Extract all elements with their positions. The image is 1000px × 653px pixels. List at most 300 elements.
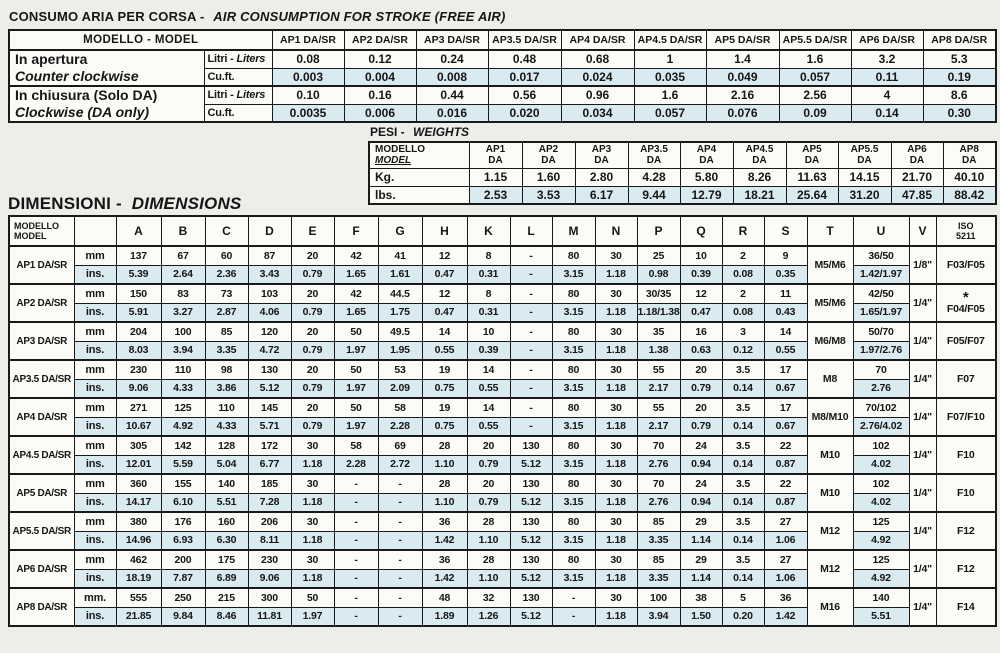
text-row: ISO: [957, 221, 974, 231]
dimensions-title-italian: DIMENSIONI -: [8, 194, 122, 213]
text-row: AP4.5: [745, 144, 774, 156]
dims-value-cell: 25: [637, 246, 680, 265]
text-row: AP5.5: [850, 144, 879, 156]
dims-unit-cell: ins.: [74, 379, 116, 398]
dims-iso-cell: [936, 588, 996, 626]
dims-value-cell: 8: [467, 284, 510, 303]
dims-value-cell: 130: [510, 436, 552, 455]
dims-v-cell: 1/4": [909, 588, 936, 626]
dims-value-cell: 0.79: [680, 417, 722, 436]
dims-unit-cell: ins.: [74, 265, 116, 284]
dims-header-letter: F: [334, 216, 378, 246]
dims-model-cell: AP4 DA/SR: [9, 398, 74, 436]
air-value-cell: 4: [851, 86, 923, 104]
dims-value-cell: 1.18: [595, 531, 637, 550]
dims-value-cell: 80: [552, 322, 595, 341]
air-unit-label: Cu.ft.: [204, 104, 272, 122]
air-unit-label: Litri - Liters: [204, 86, 272, 104]
dims-value-cell: 1.18: [595, 379, 637, 398]
dims-v-cell: 1/4": [909, 550, 936, 588]
dims-value-cell: 230: [248, 550, 291, 569]
weights-section: [368, 125, 997, 205]
dims-value-cell: 130: [510, 474, 552, 493]
dims-u-mm-cell: 125: [853, 550, 909, 569]
dims-value-cell: 185: [248, 474, 291, 493]
dims-value-cell: 44.5: [378, 284, 422, 303]
dims-value-cell: 1.14: [680, 531, 722, 550]
dims-value-cell: 8.03: [116, 341, 161, 360]
dims-header-iso: [936, 216, 996, 246]
air-value-cell: 0.08: [272, 50, 344, 68]
dims-header-letter: R: [722, 216, 764, 246]
dims-value-cell: 55: [637, 360, 680, 379]
dims-header-letter: M: [552, 216, 595, 246]
weights-header-model-col: [522, 142, 575, 168]
dims-unit-cell: ins.: [74, 417, 116, 436]
dims-value-cell: 5.71: [248, 417, 291, 436]
text-row: AP2: [538, 144, 559, 156]
dims-value-cell: 0.55: [422, 341, 467, 360]
dims-value-cell: 1.18: [595, 417, 637, 436]
dims-value-cell: 1.18: [291, 569, 334, 588]
dims-value-cell: 4.33: [205, 417, 248, 436]
dims-header-letter: L: [510, 216, 552, 246]
dims-value-cell: 6.89: [205, 569, 248, 588]
dims-value-cell: 103: [248, 284, 291, 303]
air-value-cell: 0.16: [344, 86, 416, 104]
dims-value-cell: 0.14: [722, 531, 764, 550]
dims-header-letter: T: [807, 216, 853, 246]
air-value-cell: 2.16: [706, 86, 779, 104]
dims-value-cell: -: [552, 588, 595, 607]
dims-value-cell: 140: [205, 474, 248, 493]
dims-iso-cell: [936, 512, 996, 550]
dims-value-cell: 3.5: [722, 360, 764, 379]
dims-value-cell: 12: [422, 284, 467, 303]
dims-value-cell: 5.12: [510, 455, 552, 474]
dims-value-cell: 130: [510, 588, 552, 607]
dims-unit-cell: mm: [74, 550, 116, 569]
dims-value-cell: 2.09: [378, 379, 422, 398]
dims-value-cell: -: [378, 550, 422, 569]
dims-value-cell: 0.67: [764, 379, 807, 398]
dims-model-cell: AP5.5 DA/SR: [9, 512, 74, 550]
dims-value-cell: 28: [422, 436, 467, 455]
text-row: AP4: [696, 144, 717, 156]
dims-value-cell: 3: [722, 322, 764, 341]
dims-value-cell: 3.15: [552, 341, 595, 360]
text-row: DA: [909, 155, 925, 167]
dims-value-cell: -: [378, 569, 422, 588]
dims-header-letter: G: [378, 216, 422, 246]
dims-value-cell: 0.08: [722, 303, 764, 322]
air-header-model-col: AP5 DA/SR: [706, 30, 779, 50]
dims-value-cell: 0.20: [722, 607, 764, 626]
dims-value-cell: 0.14: [722, 417, 764, 436]
dims-u-mm-cell: 50/70: [853, 322, 909, 341]
dims-unit-cell: ins.: [74, 569, 116, 588]
dims-value-cell: 4.06: [248, 303, 291, 322]
dims-value-cell: -: [334, 474, 378, 493]
dims-value-cell: 70: [637, 474, 680, 493]
dims-value-cell: 3.27: [161, 303, 205, 322]
dimensions-title: [8, 194, 241, 214]
dims-value-cell: 8: [467, 246, 510, 265]
air-value-cell: 0.30: [923, 104, 996, 122]
dims-value-cell: 1.97: [334, 417, 378, 436]
dims-value-cell: -: [334, 531, 378, 550]
dims-header-letter: C: [205, 216, 248, 246]
dims-value-cell: 110: [161, 360, 205, 379]
weights-header-row: [369, 142, 996, 168]
dims-v-cell: 1/4": [909, 322, 936, 360]
dims-mm-row: [9, 246, 996, 265]
dims-value-cell: -: [510, 246, 552, 265]
dims-value-cell: 3.15: [552, 379, 595, 398]
weights-value-cell: 18.21: [733, 186, 786, 204]
dims-value-cell: -: [378, 474, 422, 493]
air-value-cell: 0.68: [561, 50, 634, 68]
dims-value-cell: 85: [637, 550, 680, 569]
dims-value-cell: 14: [422, 322, 467, 341]
text-row: DA: [804, 155, 820, 167]
dims-value-cell: 14: [467, 398, 510, 417]
dims-header-letter: S: [764, 216, 807, 246]
text-row: DA: [646, 155, 662, 167]
air-value-cell: 0.016: [416, 104, 488, 122]
dims-value-cell: 80: [552, 436, 595, 455]
dims-value-cell: 1.95: [378, 341, 422, 360]
dims-value-cell: 0.08: [722, 265, 764, 284]
dims-value-cell: 14: [467, 360, 510, 379]
dims-value-cell: 4.72: [248, 341, 291, 360]
air-consumption-table: [8, 29, 997, 123]
dims-value-cell: 1.75: [378, 303, 422, 322]
text-row: *: [962, 288, 969, 306]
text-row: In apertura: [15, 51, 88, 67]
dims-value-cell: 3.94: [637, 607, 680, 626]
dims-value-cell: 19: [422, 398, 467, 417]
dims-u-ins-cell: 2.76/4.02: [853, 417, 909, 436]
dims-value-cell: 9: [764, 246, 807, 265]
dims-value-cell: -: [510, 398, 552, 417]
dims-value-cell: 21.85: [116, 607, 161, 626]
text-row: F12: [957, 563, 975, 575]
dims-value-cell: 6.10: [161, 493, 205, 512]
dims-mm-row: [9, 512, 996, 531]
text-row: DA: [752, 155, 767, 167]
dims-value-cell: 2: [722, 284, 764, 303]
dims-value-cell: 1.18: [595, 341, 637, 360]
dims-value-cell: 80: [552, 512, 595, 531]
air-value-cell: 5.3: [923, 50, 996, 68]
air-data-row: [9, 50, 996, 68]
dims-value-cell: 0.87: [764, 455, 807, 474]
weights-title-english: WEIGHTS: [413, 125, 470, 139]
weights-value-cell: 2.53: [469, 186, 522, 204]
dims-value-cell: 0.79: [291, 265, 334, 284]
weights-row-label: lbs.: [369, 186, 469, 204]
dims-value-cell: 0.98: [637, 265, 680, 284]
dims-value-cell: 28: [422, 474, 467, 493]
dims-unit-cell: ins.: [74, 455, 116, 474]
dims-value-cell: 80: [552, 246, 595, 265]
dims-value-cell: 22: [764, 436, 807, 455]
text-row: DA: [699, 155, 714, 167]
dims-value-cell: 10.67: [116, 417, 161, 436]
air-value-cell: 0.076: [706, 104, 779, 122]
dims-value-cell: 20: [291, 322, 334, 341]
air-value-cell: 0.024: [561, 68, 634, 86]
dims-value-cell: 1.65: [334, 265, 378, 284]
dims-value-cell: 1.97: [334, 341, 378, 360]
dims-t-cell: M5/M6: [807, 246, 853, 284]
weights-title: [370, 125, 997, 139]
dims-value-cell: -: [334, 569, 378, 588]
dims-unit-cell: mm: [74, 474, 116, 493]
dims-value-cell: 0.94: [680, 455, 722, 474]
dims-value-cell: 0.79: [291, 303, 334, 322]
dims-value-cell: 0.79: [291, 417, 334, 436]
dims-value-cell: 3.15: [552, 569, 595, 588]
dims-value-cell: 215: [205, 588, 248, 607]
dims-value-cell: 14: [764, 322, 807, 341]
dims-value-cell: 2.64: [161, 265, 205, 284]
dims-value-cell: 0.47: [680, 303, 722, 322]
text-row: F07: [957, 373, 975, 385]
dims-value-cell: -: [510, 341, 552, 360]
air-header-model-col: AP3.5 DA/SR: [488, 30, 561, 50]
dims-value-cell: 29: [680, 550, 722, 569]
dims-value-cell: 20: [680, 398, 722, 417]
dims-header-letter: V: [909, 216, 936, 246]
dims-value-cell: 160: [205, 512, 248, 531]
text-row: AP6: [907, 144, 927, 156]
dims-value-cell: 49.5: [378, 322, 422, 341]
dims-value-cell: -: [510, 303, 552, 322]
air-unit-label: Litri - Liters: [204, 50, 272, 68]
dims-value-cell: 80: [552, 398, 595, 417]
dims-value-cell: 0.12: [722, 341, 764, 360]
dims-value-cell: 0.31: [467, 303, 510, 322]
dims-value-cell: -: [510, 360, 552, 379]
dims-value-cell: 300: [248, 588, 291, 607]
dims-unit-cell: ins.: [74, 493, 116, 512]
text-row: In chiusura (Solo DA): [15, 87, 158, 103]
dims-value-cell: 29: [680, 512, 722, 531]
dims-value-cell: 19: [422, 360, 467, 379]
weights-title-italian: PESI -: [370, 125, 405, 139]
dims-model-cell: AP3 DA/SR: [9, 322, 74, 360]
dims-value-cell: 1.10: [422, 455, 467, 474]
dims-u-ins-cell: 4.02: [853, 455, 909, 474]
dims-value-cell: 9.06: [116, 379, 161, 398]
air-header-model: MODELLO - MODEL: [9, 30, 272, 50]
dims-value-cell: 67: [161, 246, 205, 265]
dims-value-cell: 16: [680, 322, 722, 341]
dims-value-cell: 55: [637, 398, 680, 417]
dims-value-cell: 0.63: [680, 341, 722, 360]
dims-v-cell: 1/4": [909, 360, 936, 398]
dims-unit-cell: mm: [74, 360, 116, 379]
dims-value-cell: 155: [161, 474, 205, 493]
dims-value-cell: 2.17: [637, 379, 680, 398]
air-header-model-col: AP8 DA/SR: [923, 30, 996, 50]
dims-value-cell: 1.89: [422, 607, 467, 626]
air-value-cell: 0.004: [344, 68, 416, 86]
air-consumption-title: [9, 9, 1000, 24]
dimensions-title-english: DIMENSIONS: [131, 194, 242, 213]
dims-iso-cell: [936, 398, 996, 436]
dims-value-cell: 5.59: [161, 455, 205, 474]
text-row: AP1: [485, 144, 506, 156]
dims-header-letter: B: [161, 216, 205, 246]
air-value-cell: 8.6: [923, 86, 996, 104]
dims-value-cell: 42: [334, 284, 378, 303]
dims-value-cell: 41: [378, 246, 422, 265]
dims-value-cell: 0.14: [722, 379, 764, 398]
weights-value-cell: 1.60: [522, 168, 575, 186]
dims-value-cell: 5.39: [116, 265, 161, 284]
dims-value-cell: 30: [595, 474, 637, 493]
dims-value-cell: 30: [595, 398, 637, 417]
dims-value-cell: 69: [378, 436, 422, 455]
air-value-cell: 0.035: [634, 68, 706, 86]
dims-value-cell: 80: [552, 284, 595, 303]
air-value-cell: 0.057: [779, 68, 851, 86]
weights-header-model-col: [786, 142, 838, 168]
dims-value-cell: 110: [205, 398, 248, 417]
dims-unit-cell: mm.: [74, 588, 116, 607]
dims-header-letter: H: [422, 216, 467, 246]
weights-header-model-col: [943, 142, 996, 168]
weights-header-model-col: [628, 142, 680, 168]
dims-value-cell: 3.86: [205, 379, 248, 398]
dims-value-cell: -: [378, 493, 422, 512]
dims-value-cell: 250: [161, 588, 205, 607]
dims-value-cell: -: [334, 550, 378, 569]
dims-value-cell: 58: [378, 398, 422, 417]
text-row: MODELLO: [14, 221, 59, 231]
text-row: AP8: [959, 144, 979, 156]
dims-value-cell: -: [552, 607, 595, 626]
text-row: DA: [541, 155, 556, 167]
air-title-italian: CONSUMO ARIA PER CORSA -: [9, 9, 205, 24]
dims-value-cell: -: [510, 379, 552, 398]
dims-t-cell: M10: [807, 436, 853, 474]
dims-value-cell: 142: [161, 436, 205, 455]
dims-value-cell: 8.11: [248, 531, 291, 550]
weights-header-model-col: [838, 142, 891, 168]
text-row: F10: [957, 487, 975, 499]
text-row: F14: [957, 601, 975, 613]
dims-u-mm-cell: 42/50: [853, 284, 909, 303]
dims-value-cell: 0.79: [680, 379, 722, 398]
dims-v-cell: 1/4": [909, 398, 936, 436]
dims-value-cell: 35: [637, 322, 680, 341]
dims-value-cell: 1.38: [637, 341, 680, 360]
dims-value-cell: 145: [248, 398, 291, 417]
dims-value-cell: 24: [680, 474, 722, 493]
text-row: F04/F05: [946, 302, 985, 315]
weights-header-model-col: [891, 142, 943, 168]
dims-value-cell: 3.35: [637, 531, 680, 550]
dims-v-cell: 1/4": [909, 436, 936, 474]
dims-unit-cell: mm: [74, 284, 116, 303]
dims-t-cell: M16: [807, 588, 853, 626]
dims-value-cell: 1.10: [467, 569, 510, 588]
text-row: AP3: [591, 144, 612, 156]
dims-value-cell: 1.42: [422, 569, 467, 588]
dims-t-cell: M8/M10: [807, 398, 853, 436]
air-header-model-col: AP4 DA/SR: [561, 30, 634, 50]
dims-u-ins-cell: 1.97/2.76: [853, 341, 909, 360]
dims-value-cell: 30: [291, 474, 334, 493]
dims-value-cell: 175: [205, 550, 248, 569]
dims-value-cell: 36: [764, 588, 807, 607]
dims-unit-cell: ins.: [74, 303, 116, 322]
air-value-cell: 0.44: [416, 86, 488, 104]
dims-unit-cell: mm: [74, 512, 116, 531]
dims-value-cell: 1.18: [595, 303, 637, 322]
dims-value-cell: 20: [291, 246, 334, 265]
weights-header-model-col: [680, 142, 733, 168]
dims-header-letter: Q: [680, 216, 722, 246]
dims-value-cell: 3.5: [722, 436, 764, 455]
dims-value-cell: 3.5: [722, 512, 764, 531]
dims-value-cell: 125: [161, 398, 205, 417]
dims-value-cell: -: [510, 284, 552, 303]
dims-value-cell: 305: [116, 436, 161, 455]
text-row: Counter clockwise: [15, 68, 139, 84]
dims-value-cell: 0.67: [764, 417, 807, 436]
dims-value-cell: -: [510, 265, 552, 284]
text-row: 5211: [955, 231, 976, 241]
air-value-cell: 1.4: [706, 50, 779, 68]
dims-value-cell: 1.10: [467, 531, 510, 550]
dims-value-cell: 0.31: [467, 265, 510, 284]
dims-u-ins-cell: 4.92: [853, 569, 909, 588]
dims-value-cell: 24: [680, 436, 722, 455]
dims-value-cell: 10: [467, 322, 510, 341]
dims-value-cell: 1.18: [595, 265, 637, 284]
air-group-label: [9, 50, 204, 86]
dims-value-cell: 3.15: [552, 493, 595, 512]
dims-t-cell: M10: [807, 474, 853, 512]
dims-value-cell: 172: [248, 436, 291, 455]
dims-unit-cell: ins.: [74, 531, 116, 550]
dims-value-cell: 0.94: [680, 493, 722, 512]
dims-u-mm-cell: 102: [853, 474, 909, 493]
dims-value-cell: -: [334, 607, 378, 626]
air-value-cell: 2.56: [779, 86, 851, 104]
dims-value-cell: 14.17: [116, 493, 161, 512]
dims-header-letter: U: [853, 216, 909, 246]
dims-model-cell: AP3.5 DA/SR: [9, 360, 74, 398]
dims-header-letter: K: [467, 216, 510, 246]
dims-value-cell: 5.12: [510, 569, 552, 588]
dims-value-cell: 0.75: [422, 379, 467, 398]
dims-header-letter: A: [116, 216, 161, 246]
air-value-cell: 1: [634, 50, 706, 68]
dims-value-cell: 5: [722, 588, 764, 607]
weights-value-cell: 88.42: [943, 186, 996, 204]
dims-value-cell: 0.55: [467, 417, 510, 436]
dims-u-ins-cell: 2.76: [853, 379, 909, 398]
air-value-cell: 0.017: [488, 68, 561, 86]
dims-model-cell: AP6 DA/SR: [9, 550, 74, 588]
dims-value-cell: 1.18/1.38: [637, 303, 680, 322]
